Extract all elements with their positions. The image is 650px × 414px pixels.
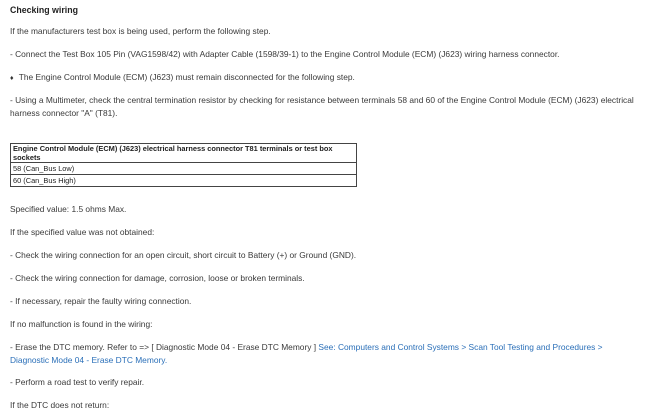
section-heading: Checking wiring xyxy=(10,5,78,15)
specified-value: Specified value: 1.5 ohms Max. xyxy=(10,204,127,214)
note-text: The Engine Control Module (ECM) (J623) must remain disconnected for the following step. xyxy=(18,72,355,82)
step-erase-dtc xyxy=(10,341,642,366)
table-row xyxy=(11,175,357,187)
step-repair-wiring: - If necessary, repair the faulty wiring connection. xyxy=(10,296,192,306)
diamond-bullet-icon: ♦ xyxy=(10,75,14,82)
note-ecm-disconnected xyxy=(10,71,355,86)
table-cell: 58 (Can_Bus Low) xyxy=(11,163,357,175)
table-row xyxy=(11,163,357,175)
table-cell: 60 (Can_Bus High) xyxy=(11,175,357,187)
erase-dtc-link[interactable]: See: Computers and Control Systems > Scan Tool Testing and Procedures > Diagnostic Mode 04 - Erase DTC Memory. xyxy=(10,342,603,365)
paragraph-dtc-not-return: If the DTC does not return: xyxy=(10,400,110,410)
step-road-test: - Perform a road test to verify repair. xyxy=(10,377,145,387)
paragraph-test-box-intro: If the manufacturers test box is being used, perform the following step. xyxy=(10,26,271,36)
step-check-damage: - Check the wiring connection for damage, corrosion, loose or broken terminals. xyxy=(10,273,305,283)
paragraph-no-malfunction: If no malfunction is found in the wiring: xyxy=(10,319,153,329)
step-check-open-short: - Check the wiring connection for an open circuit, short circuit to Battery (+) or Ground (GND). xyxy=(10,250,357,260)
erase-dtc-text: - Erase the DTC memory. Refer to => [ Diagnostic Mode 04 - Erase DTC Memory ] xyxy=(10,342,319,352)
paragraph-not-obtained: If the specified value was not obtained: xyxy=(10,227,155,237)
table-header-row xyxy=(11,144,357,163)
step-multimeter-check: - Using a Multimeter, check the central termination resistor by checking for resistance between terminals 58 and 60 of the Engine Control Module (ECM) (J623) electrical harness connector "A" (T81). xyxy=(10,95,634,118)
step-connect-test-box: - Connect the Test Box 105 Pin (VAG1598/42) with Adapter Cable (1598/39-1) to the Engine Control Module (ECM) (J623) wiring harness connector. xyxy=(10,49,560,59)
table-header-cell: Engine Control Module (ECM) (J623) electrical harness connector T81 terminals or test box sockets xyxy=(11,144,357,163)
terminal-table xyxy=(10,143,357,187)
